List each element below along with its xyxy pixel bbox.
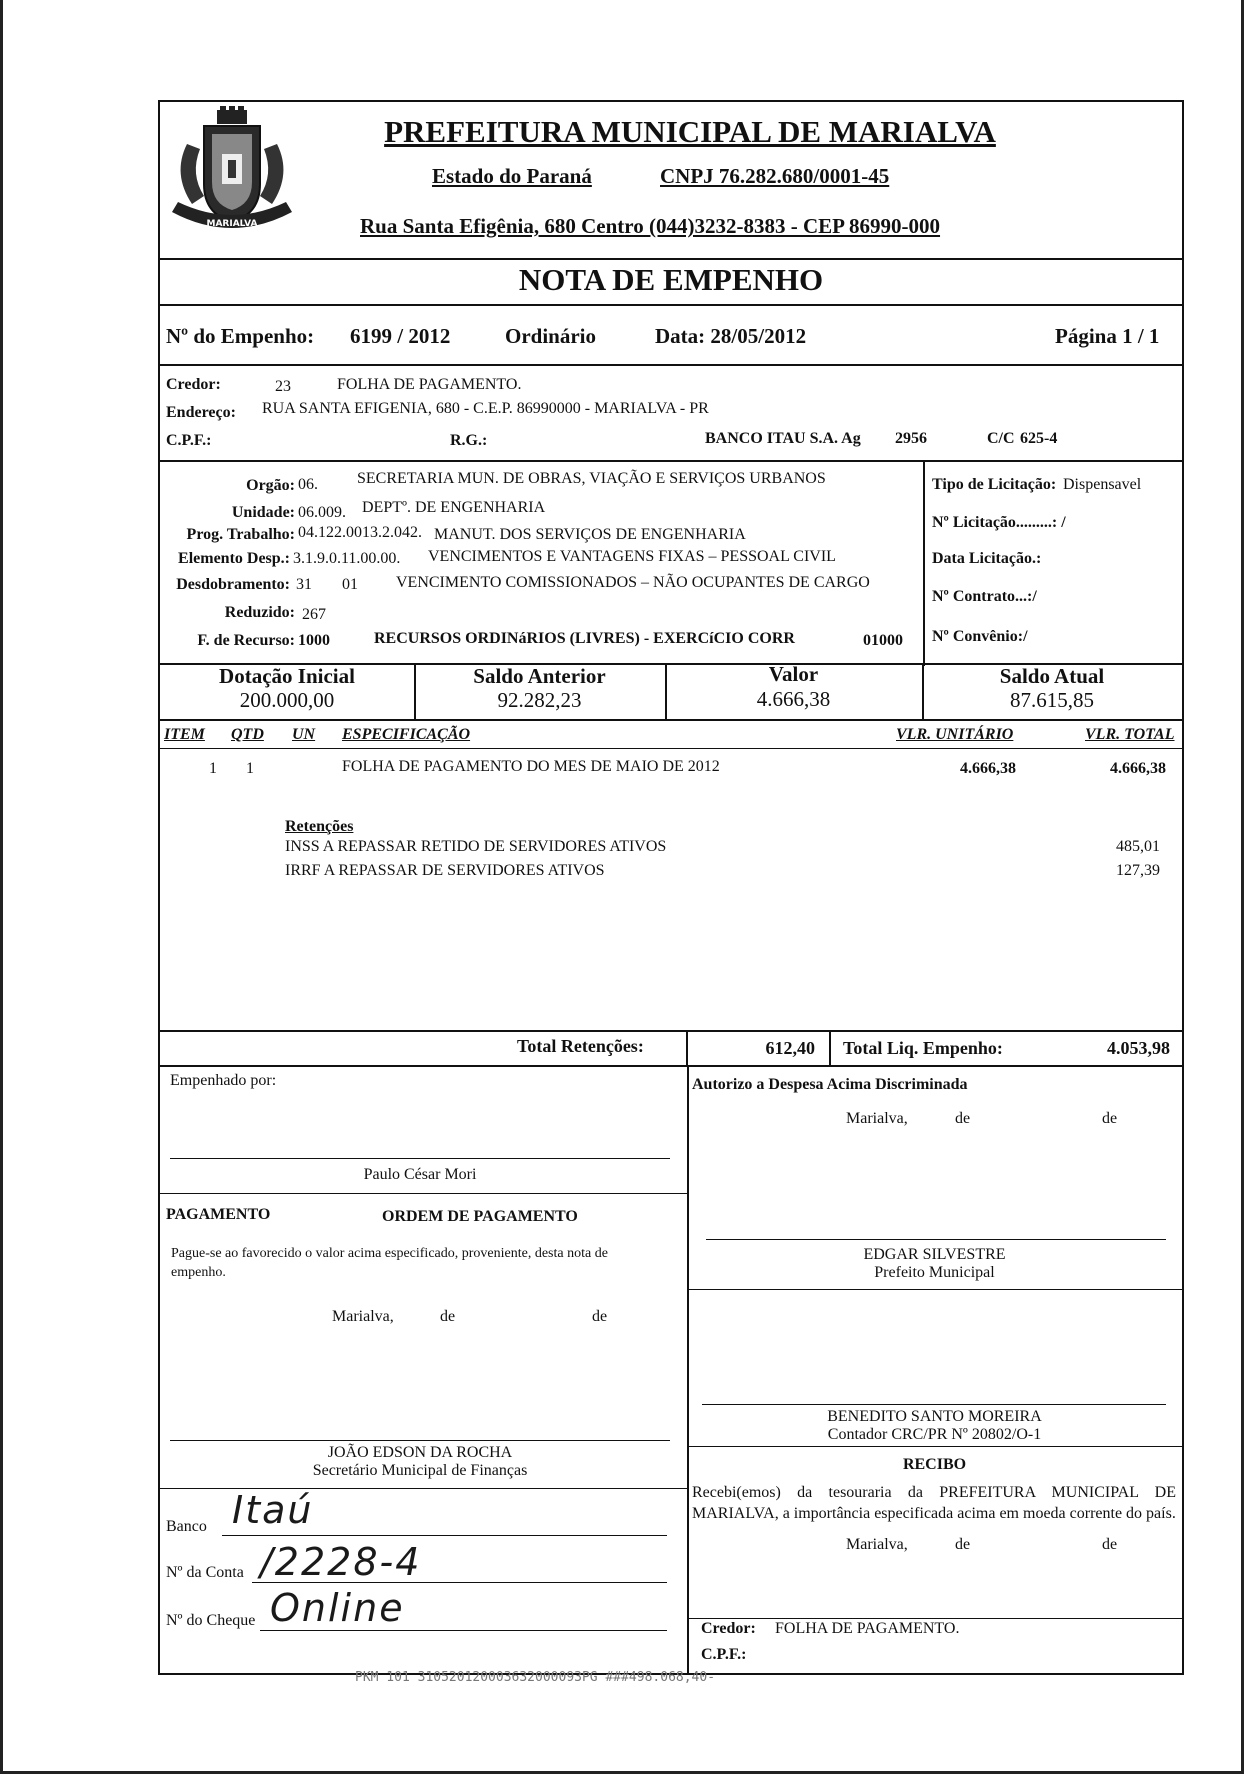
qtd-header: QTD: [231, 726, 264, 743]
reduzido-label: Reduzido:: [224, 604, 295, 621]
desdobramento-code: 31: [296, 576, 312, 593]
address-label: Endereço:: [166, 404, 236, 421]
licitacao-number: Nº Licitação.........: /: [932, 514, 1066, 531]
valor-value: 4.666,38: [756, 687, 831, 711]
autorizo-label: Autorizo a Despesa Acima Discriminada: [692, 1076, 968, 1093]
autorizo-de-1: de: [955, 1110, 971, 1127]
item-spec: FOLHA DE PAGAMENTO DO MES DE MAIO DE 2012: [342, 758, 720, 775]
valor-label: Valor: [768, 662, 819, 686]
pagamento-de-1: de: [440, 1308, 456, 1325]
prefeito-title: Prefeito Municipal: [874, 1264, 995, 1281]
svg-text:MARIALVA: MARIALVA: [206, 219, 258, 229]
page-number: Página 1 / 1: [1055, 324, 1160, 348]
unidade-label: Unidade:: [231, 504, 295, 521]
saldo-anterior-value: 92.282,23: [497, 688, 582, 712]
contrato-number: Nº Contrato...:/: [932, 588, 1037, 605]
coat-of-arms-icon: [162, 104, 302, 239]
empenho-date: Data: 28/05/2012: [655, 324, 807, 348]
tipo-licitacao-label: Tipo de Licitação:: [932, 476, 1057, 493]
prog-desc: MANUT. DOS SERVIÇOS DE ENGENHARIA: [434, 526, 746, 543]
reduzido-code: 267: [302, 606, 326, 623]
spec-header: ESPECIFICAÇÃO: [342, 726, 471, 743]
recibo-de-2: de: [1102, 1536, 1118, 1553]
item-total-value: 4.666,38: [1110, 760, 1166, 777]
fonte-label: F. de Recurso:: [197, 632, 295, 649]
recibo-de-1: de: [955, 1536, 971, 1553]
rg-label: R.G.:: [450, 432, 488, 449]
total-retencoes-value: 612,40: [765, 1038, 815, 1058]
recibo-cpf-label: C.P.F.:: [701, 1646, 747, 1663]
prog-code: 04.122.0013.2.042.: [298, 524, 422, 541]
contador-name: BENEDITO SANTO MOREIRA: [827, 1408, 1042, 1425]
orgao-code: 06.: [298, 476, 318, 493]
unidade-code: 06.009.: [298, 504, 346, 521]
unit-value-header: VLR. UNITÁRIO: [896, 726, 1014, 743]
fonte-desc: RECURSOS ORDINáRIOS (LIVRES) - EXERCíCIO CORR: [374, 630, 795, 647]
document-title: NOTA DE EMPENHO: [518, 262, 824, 297]
desdobramento-desc: VENCIMENTO COMISSIONADOS – NÃO OCUPANTES DE CARGO: [396, 574, 870, 591]
page-title: PREFEITURA MUNICIPAL DE MARIALVA: [384, 114, 996, 149]
bank-name: BANCO ITAU S.A. Ag: [705, 430, 861, 447]
dotacao-label: Dotação Inicial: [219, 664, 355, 688]
recibo-title: RECIBO: [902, 1456, 967, 1473]
address-line: Rua Santa Efigênia, 680 Centro (044)3232-8383 - CEP 86990-000: [360, 214, 941, 238]
convenio-number: Nº Convênio:/: [932, 628, 1028, 645]
contador-title: Contador CRC/PR Nº 20802/O-1: [827, 1426, 1042, 1443]
total-retencoes-label: Total Retenções:: [517, 1036, 644, 1056]
ordem-pagamento-label: ORDEM DE PAGAMENTO: [382, 1208, 578, 1225]
secretario-title: Secretário Municipal de Finanças: [312, 1462, 528, 1479]
item-number: 1: [209, 760, 217, 777]
nota-de-empenho-form: [158, 100, 1184, 1675]
conta-label: Nº da Conta: [166, 1564, 244, 1581]
empenho-type: Ordinário: [505, 324, 597, 348]
empenho-label: Nº do Empenho:: [166, 324, 315, 348]
elemento-desc: VENCIMENTOS E VANTAGENS FIXAS – PESSOAL CIVIL: [428, 548, 836, 565]
secretario-name: JOÃO EDSON DA ROCHA: [327, 1444, 513, 1461]
saldo-atual-label: Saldo Atual: [999, 664, 1105, 688]
cc-label: C/C: [987, 430, 1015, 447]
pagamento-marialva: Marialva,: [332, 1308, 394, 1325]
autorizo-marialva: Marialva,: [846, 1110, 908, 1127]
credor-code: 23: [275, 378, 291, 395]
fonte-code2: 01000: [863, 632, 903, 649]
prog-label: Prog. Trabalho:: [186, 526, 295, 543]
desdobramento-label: Desdobramento:: [176, 576, 290, 593]
cpf-label: C.P.F.:: [166, 432, 212, 449]
fonte-code: 1000: [298, 632, 330, 649]
licitacao-date: Data Licitação.:: [932, 550, 1042, 567]
cnpj: CNPJ 76.282.680/0001-45: [660, 164, 890, 188]
empenhado-por-label: Empenhado por:: [170, 1072, 277, 1089]
desdobramento-sub: 01: [342, 576, 358, 593]
credor-address: RUA SANTA EFIGENIA, 680 - C.E.P. 86990000 - MARIALVA - PR: [262, 400, 709, 417]
tipo-licitacao-value: Dispensavel: [1063, 476, 1142, 493]
cheque-label: Nº do Cheque: [166, 1612, 256, 1629]
credor-label: Credor:: [166, 376, 221, 393]
saldo-atual-value: 87.615,85: [1010, 688, 1094, 712]
total-liquido-label: Total Liq. Empenho:: [843, 1038, 1003, 1058]
item-header: ITEM: [164, 726, 205, 743]
dotacao-value: 200.000,00: [239, 688, 335, 712]
state-name: Estado do Paraná: [432, 164, 592, 188]
retencao-inss-desc: INSS A REPASSAR RETIDO DE SERVIDORES ATIVOS: [285, 838, 667, 855]
pagamento-de-2: de: [592, 1308, 608, 1325]
pague-se-text: Pague-se ao favorecido o valor acima especificado, proveniente, desta nota de empenho.: [171, 1246, 608, 1280]
empenho-number: 6199 / 2012: [350, 324, 451, 348]
item-unit-value: 4.666,38: [960, 760, 1016, 777]
bank-agency: 2956: [895, 430, 927, 447]
conta-handwritten: /2228-4: [260, 1540, 422, 1584]
total-liquido-value: 4.053,98: [1107, 1038, 1170, 1058]
orgao-label: Orgão:: [246, 477, 295, 494]
elemento-label: Elemento Desp.:: [178, 550, 290, 567]
cheque-handwritten: Online: [270, 1586, 405, 1630]
prefeito-name: EDGAR SILVESTRE: [863, 1246, 1006, 1263]
recibo-text: Recebi(emos) da tesouraria da PREFEITURA MUNICIPAL DE MARIALVA, a importância especificada acima em moeda corrente do país.: [692, 1484, 1176, 1522]
elemento-code: 3.1.9.0.11.00.00.: [293, 550, 401, 567]
credor-name: FOLHA DE PAGAMENTO.: [337, 376, 522, 393]
recibo-marialva: Marialva,: [846, 1536, 908, 1553]
pagamento-label: PAGAMENTO: [166, 1206, 271, 1223]
total-value-header: VLR. TOTAL: [1085, 726, 1175, 743]
retencoes-title: Retenções: [285, 818, 354, 835]
cc-number: 625-4: [1020, 430, 1058, 447]
banco-label: Banco: [166, 1518, 207, 1535]
retencao-irrf-desc: IRRF A REPASSAR DE SERVIDORES ATIVOS: [285, 862, 605, 879]
orgao-desc: SECRETARIA MUN. DE OBRAS, VIAÇÃO E SERVIÇOS URBANOS: [357, 470, 826, 487]
empenhado-por-name: Paulo César Mori: [363, 1166, 477, 1183]
autorizo-de-2: de: [1102, 1110, 1118, 1127]
saldo-anterior-label: Saldo Anterior: [473, 664, 606, 688]
footer-code: PKM 101 310520120003632000093PG ###498.068,40-: [355, 1670, 716, 1685]
recibo-credor-label: Credor:: [701, 1620, 756, 1637]
item-qty: 1: [246, 760, 254, 777]
retencao-irrf-value: 127,39: [1116, 862, 1160, 879]
retencao-inss-value: 485,01: [1116, 838, 1160, 855]
un-header: UN: [292, 726, 316, 743]
unidade-desc: DEPTº. DE ENGENHARIA: [362, 499, 546, 516]
banco-handwritten: Itaú: [232, 1488, 314, 1532]
recibo-credor-value: FOLHA DE PAGAMENTO.: [775, 1620, 960, 1637]
